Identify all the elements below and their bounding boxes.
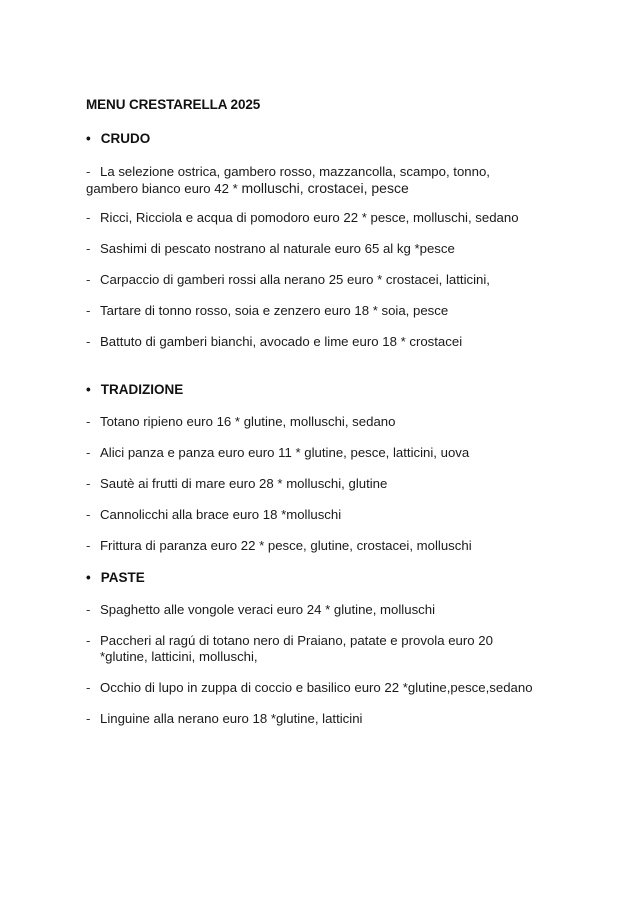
section-heading-tradizione	[86, 382, 183, 397]
menu-item	[86, 602, 435, 618]
section-label: CRUDO	[100, 131, 151, 146]
bullet-icon: •	[86, 570, 91, 585]
item-allergens: molluschi, crostacei, pesce	[241, 180, 409, 196]
section-label: TRADIZIONE	[100, 382, 184, 397]
dash-icon: -	[86, 303, 91, 318]
item-text: Frittura di paranza euro 22 * pesce, glutine, crostacei, molluschi	[100, 538, 472, 553]
item-text: Spaghetto alle vongole veraci euro 24 * glutine, molluschi	[100, 602, 436, 617]
menu-item	[86, 272, 490, 288]
menu-item	[86, 476, 387, 492]
dash-icon: -	[86, 507, 91, 522]
menu-item	[86, 538, 472, 554]
dash-icon: -	[86, 476, 91, 491]
dash-icon: -	[86, 334, 91, 349]
dash-icon: -	[86, 272, 91, 287]
dash-icon: -	[86, 633, 91, 648]
dash-icon: -	[86, 602, 91, 617]
item-price-text: gambero bianco euro 42 *	[86, 181, 242, 196]
item-text: Ricci, Ricciola e acqua di pomodoro euro 22 * pesce, molluschi, sedano	[100, 210, 519, 225]
menu-item	[86, 680, 533, 696]
menu-title: MENU CRESTARELLA 2025	[86, 97, 261, 112]
item-text: Carpaccio di gamberi rossi alla nerano 25 euro * crostacei, latticini,	[100, 272, 490, 287]
menu-item	[86, 210, 519, 226]
item-text: Alici panza e panza euro euro 11 * glutine, pesce, latticini, uova	[100, 445, 470, 460]
dash-icon: -	[86, 164, 91, 179]
menu-item	[86, 241, 455, 257]
item-text: Sashimi di pescato nostrano al naturale euro 65 al kg *pesce	[100, 241, 455, 256]
bullet-icon: •	[86, 382, 91, 397]
section-heading-crudo	[86, 131, 150, 146]
item-text: Linguine alla nerano euro 18 *glutine, latticini	[100, 711, 363, 726]
dash-icon: -	[86, 711, 91, 726]
menu-item	[86, 507, 341, 523]
item-text: La selezione ostrica, gambero rosso, mazzancolla, scampo, tonno,	[100, 164, 490, 179]
menu-item	[86, 414, 395, 430]
dash-icon: -	[86, 538, 91, 553]
dash-icon: -	[86, 680, 91, 695]
bullet-icon: •	[86, 131, 91, 146]
item-text: Occhio di lupo in zuppa di coccio e basilico euro 22 *glutine,pesce,sedano	[100, 680, 533, 695]
item-text: Paccheri al ragú di totano nero di Praiano, patate e provola euro 20	[100, 633, 493, 648]
item-text: Totano ripieno euro 16 * glutine, molluschi, sedano	[100, 414, 396, 429]
dash-icon: -	[86, 445, 91, 460]
section-label: PASTE	[100, 570, 145, 585]
item-text: Sautè ai frutti di mare euro 28 * molluschi, glutine	[100, 476, 388, 491]
dash-icon: -	[86, 210, 91, 225]
item-text: Battuto di gamberi bianchi, avocado e lime euro 18 * crostacei	[100, 334, 463, 349]
item-text-continued	[86, 180, 490, 197]
menu-item	[86, 445, 469, 461]
menu-item	[86, 334, 462, 350]
menu-item	[86, 633, 493, 665]
item-text: Tartare di tonno rosso, soia e zenzero euro 18 * soia, pesce	[100, 303, 449, 318]
menu-item	[86, 303, 448, 319]
section-heading-paste	[86, 570, 145, 585]
item-text-continued: *glutine, latticini, molluschi,	[100, 649, 258, 664]
menu-item	[86, 711, 362, 727]
menu-item	[86, 164, 490, 197]
dash-icon: -	[86, 414, 91, 429]
dash-icon: -	[86, 241, 91, 256]
item-text: Cannolicchi alla brace euro 18 *molluschi	[100, 507, 342, 522]
